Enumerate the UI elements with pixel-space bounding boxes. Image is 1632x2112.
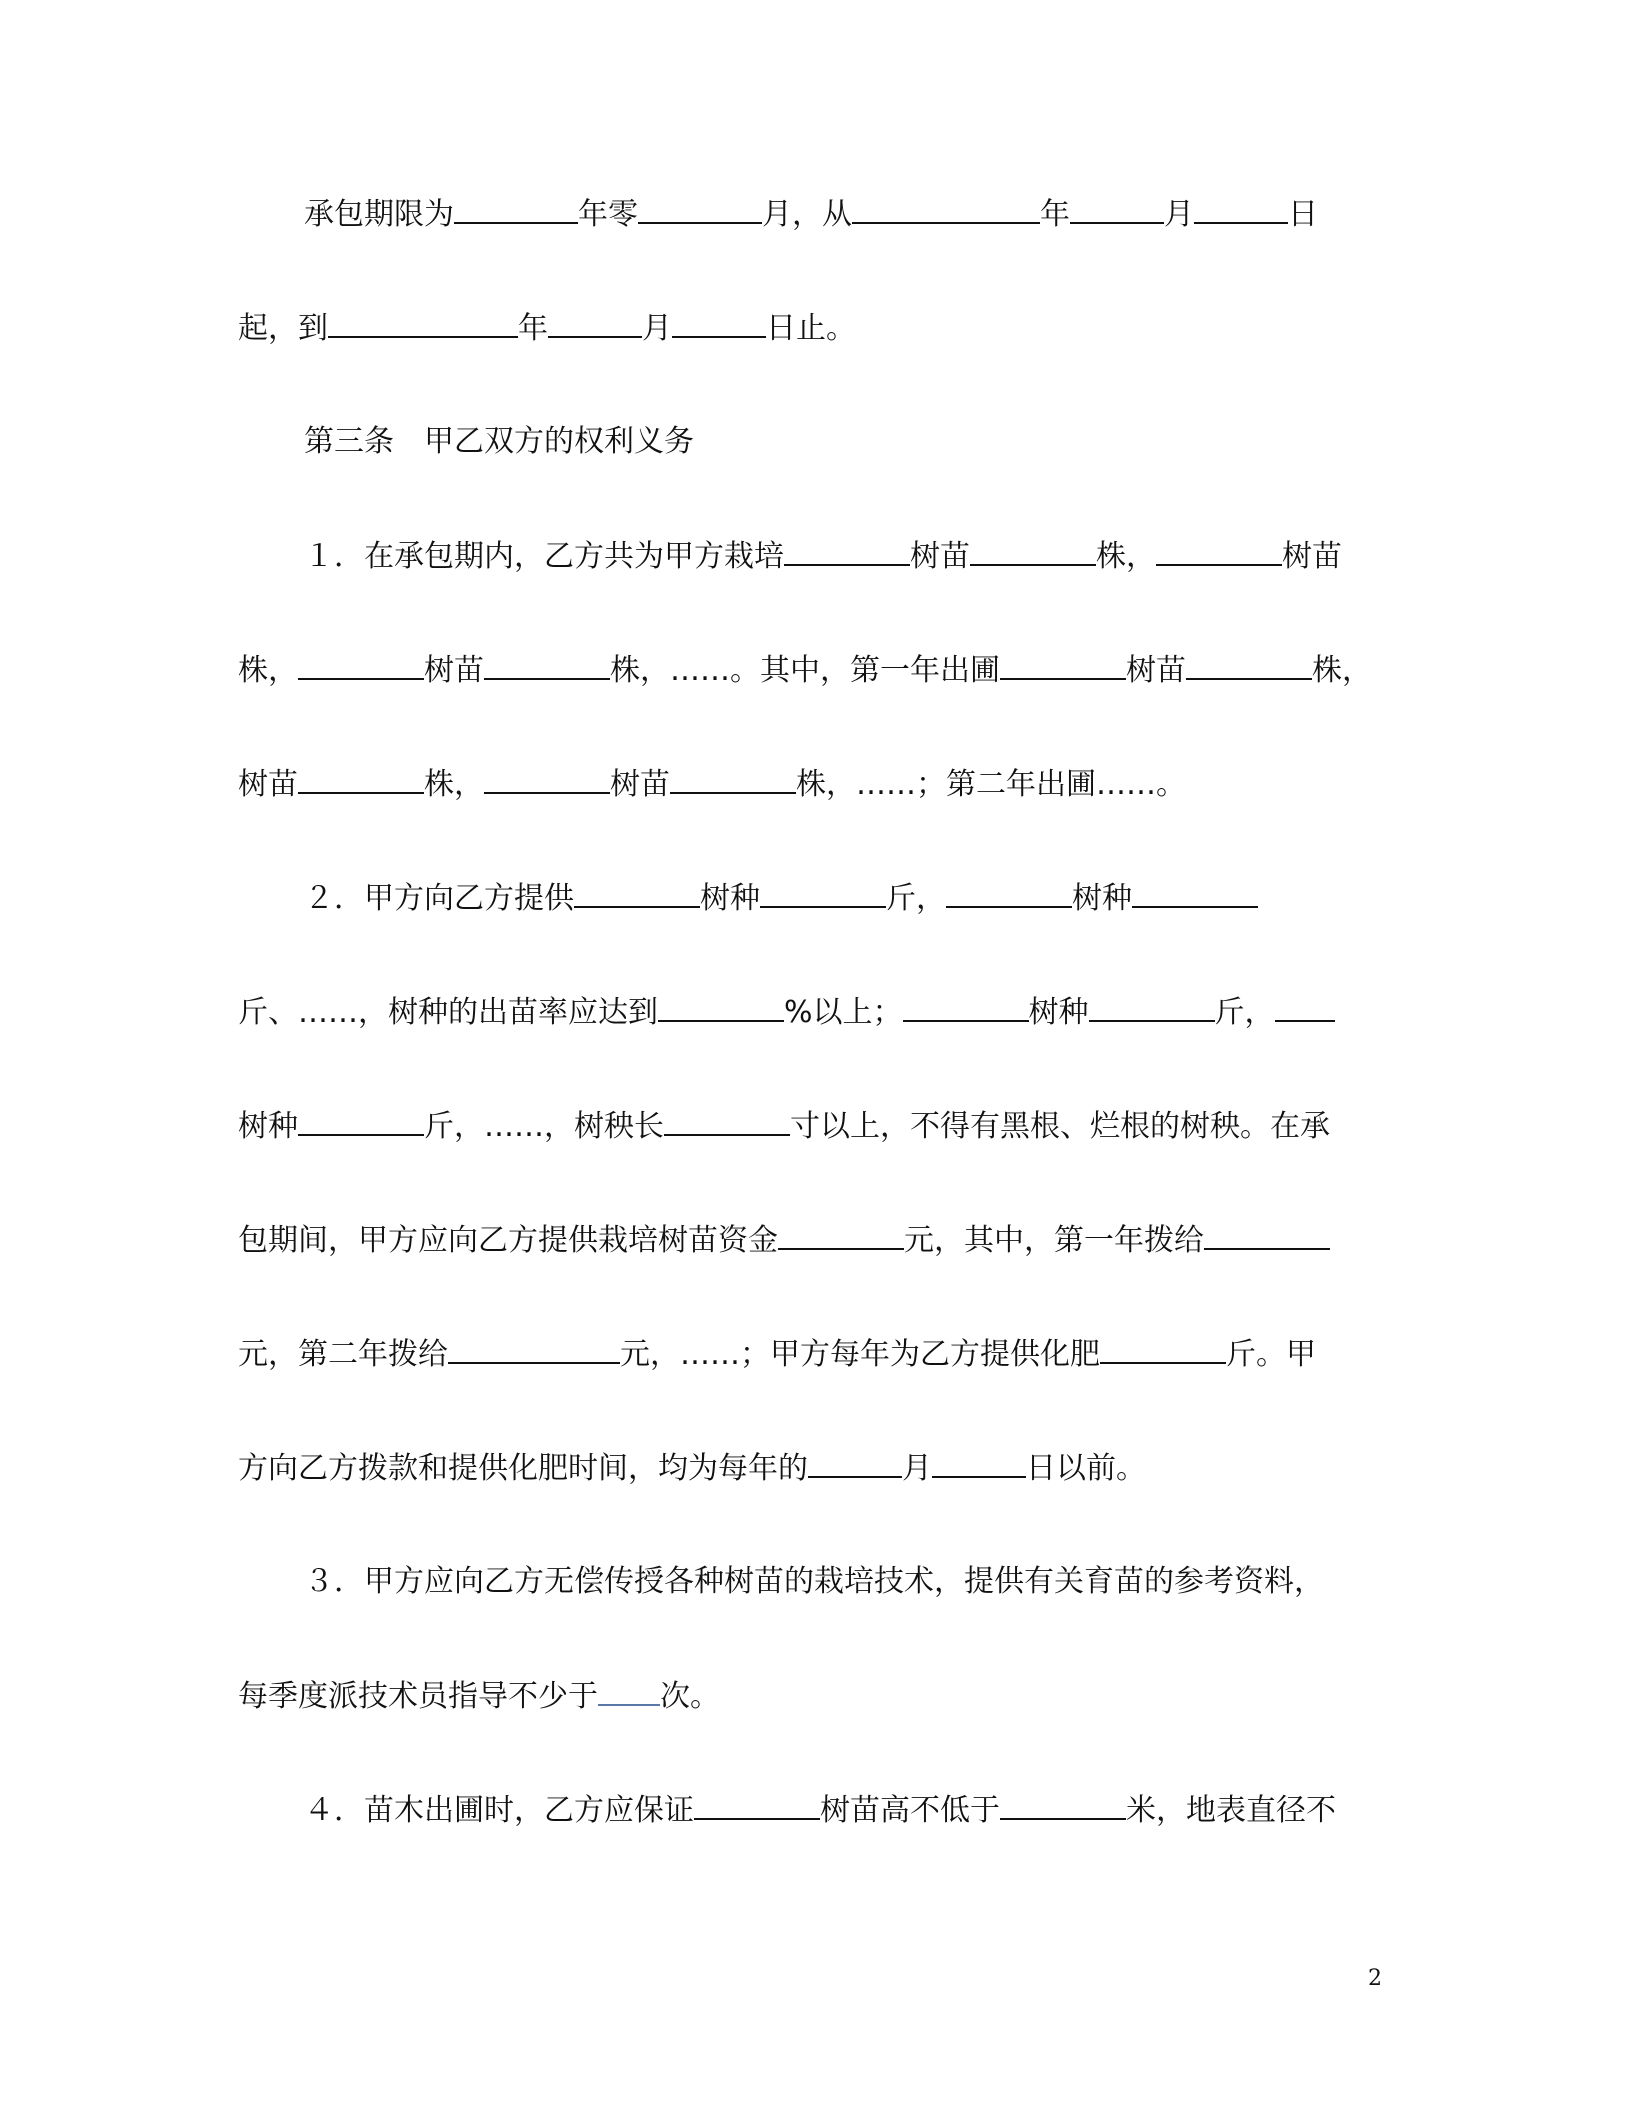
fill-blank[interactable] (1275, 990, 1335, 1022)
text-segment: 树苗 (1126, 653, 1186, 688)
fill-blank[interactable] (1132, 876, 1258, 908)
text-line (238, 990, 1335, 1035)
text-segment: 年 (1040, 197, 1070, 232)
text-segment: 元，其中，第一年拨给 (904, 1223, 1204, 1258)
fill-blank[interactable] (598, 1674, 660, 1706)
text-segment: 起，到 (238, 311, 328, 346)
section-heading (304, 420, 694, 464)
text-segment: 斤，……，树秧长 (424, 1109, 664, 1144)
fill-blank[interactable] (328, 306, 518, 338)
fill-blank[interactable] (778, 1218, 904, 1250)
text-segment: 树苗 (238, 767, 298, 802)
text-segment: ２．甲方向乙方提供 (304, 881, 574, 916)
text-line (304, 876, 1258, 921)
text-segment: 元，第二年拨给 (238, 1337, 448, 1372)
fill-blank[interactable] (760, 876, 886, 908)
fill-blank[interactable] (658, 990, 784, 1022)
text-segment: 月 (902, 1451, 932, 1486)
text-segment: 树苗 (610, 767, 670, 802)
fill-blank[interactable] (664, 1104, 790, 1136)
text-segment: １．在承包期内，乙方共为甲方栽培 (304, 539, 784, 574)
fill-blank[interactable] (448, 1332, 620, 1364)
text-segment: 株，……；第二年出圃……。 (796, 767, 1186, 802)
text-segment: 株，……。其中，第一年出圃 (610, 653, 1000, 688)
fill-blank[interactable] (298, 1104, 424, 1136)
fill-blank[interactable] (694, 1788, 820, 1820)
text-segment: 斤。甲 (1226, 1337, 1316, 1372)
text-segment: 承包期限为 (304, 197, 454, 232)
text-line (238, 762, 1186, 807)
text-segment: 树苗高不低于 (820, 1793, 1000, 1828)
text-segment: ３．甲方应向乙方无偿传授各种树苗的栽培技术，提供有关育苗的参考资料， (304, 1564, 1324, 1599)
text-segment: 包期间，甲方应向乙方提供栽培树苗资金 (238, 1223, 778, 1258)
text-line (304, 1560, 1324, 1604)
fill-blank[interactable] (484, 762, 610, 794)
text-segment: 年 (518, 311, 548, 346)
text-segment: 株， (424, 767, 484, 802)
text-segment: 树苗 (910, 539, 970, 574)
text-segment: 次。 (660, 1679, 720, 1714)
text-line (238, 648, 1372, 693)
text-segment: 树种 (1028, 995, 1089, 1030)
fill-blank[interactable] (1000, 1788, 1126, 1820)
fill-blank[interactable] (946, 876, 1072, 908)
text-line (238, 1446, 1146, 1491)
text-segment: 米，地表直径不 (1126, 1793, 1336, 1828)
text-segment: 方向乙方拨款和提供化肥时间，均为每年的 (238, 1451, 808, 1486)
text-segment: 每季度派技术员指导不少于 (238, 1679, 598, 1714)
fill-blank[interactable] (574, 876, 700, 908)
text-segment: 斤， (886, 881, 946, 916)
fill-blank[interactable] (852, 192, 1040, 224)
text-segment: %以上； (784, 995, 903, 1030)
text-segment: 树种 (1072, 881, 1132, 916)
text-segment: ４．苗木出圃时，乙方应保证 (304, 1793, 694, 1828)
text-line (304, 192, 1318, 237)
text-segment: 树种 (700, 881, 760, 916)
fill-blank[interactable] (1194, 192, 1288, 224)
fill-blank[interactable] (638, 192, 762, 224)
text-segment: 寸以上，不得有黑根、烂根的树秧。在承 (790, 1109, 1330, 1144)
text-line (238, 1218, 1330, 1263)
fill-blank[interactable] (298, 648, 424, 680)
text-segment: 树苗 (424, 653, 484, 688)
text-line (304, 1788, 1336, 1833)
text-line (238, 1332, 1316, 1377)
text-segment: 元，……；甲方每年为乙方提供化肥 (620, 1337, 1100, 1372)
fill-blank[interactable] (484, 648, 610, 680)
fill-blank[interactable] (298, 762, 424, 794)
heading-text: 第三条 甲乙双方的权利义务 (304, 424, 694, 459)
text-segment: 斤、……，树种的出苗率应达到 (238, 995, 658, 1030)
text-line (238, 1104, 1330, 1149)
fill-blank[interactable] (784, 534, 910, 566)
text-segment: 月 (642, 311, 672, 346)
text-segment: 年零 (578, 197, 638, 232)
page-number: 2 (1368, 1966, 1382, 1991)
fill-blank[interactable] (932, 1446, 1026, 1478)
fill-blank[interactable] (970, 534, 1096, 566)
fill-blank[interactable] (1100, 1332, 1226, 1364)
text-segment: 日 (1288, 197, 1318, 232)
fill-blank[interactable] (1070, 192, 1164, 224)
text-segment: 株， (238, 653, 298, 688)
text-segment: 株， (1312, 653, 1372, 688)
text-line (304, 534, 1342, 579)
fill-blank[interactable] (1000, 648, 1126, 680)
text-line (238, 306, 856, 351)
fill-blank[interactable] (1089, 990, 1215, 1022)
fill-blank[interactable] (1156, 534, 1282, 566)
text-segment: 树苗 (1282, 539, 1342, 574)
fill-blank[interactable] (670, 762, 796, 794)
fill-blank[interactable] (808, 1446, 902, 1478)
text-segment: 月 (1164, 197, 1194, 232)
text-segment: 日止。 (766, 311, 856, 346)
text-segment: 日以前。 (1026, 1451, 1146, 1486)
text-segment: 斤， (1214, 995, 1275, 1030)
fill-blank[interactable] (672, 306, 766, 338)
fill-blank[interactable] (1204, 1218, 1330, 1250)
fill-blank[interactable] (1186, 648, 1312, 680)
text-segment: 树种 (238, 1109, 298, 1144)
text-segment: 株， (1096, 539, 1156, 574)
fill-blank[interactable] (454, 192, 578, 224)
fill-blank[interactable] (903, 990, 1029, 1022)
text-segment: 月，从 (762, 197, 852, 232)
text-line (238, 1674, 720, 1719)
fill-blank[interactable] (548, 306, 642, 338)
